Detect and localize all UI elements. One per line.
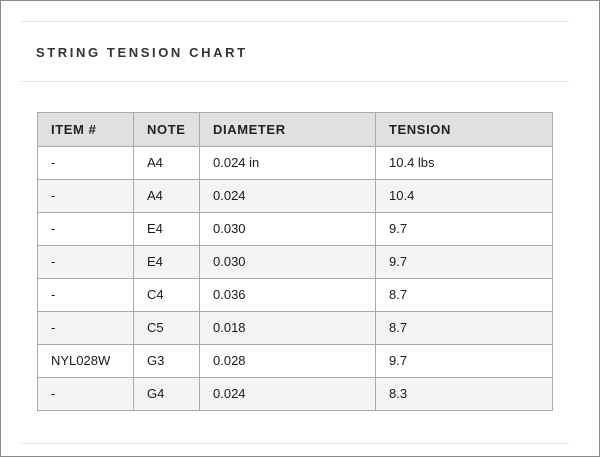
cell-note: A4 [134, 147, 200, 180]
header-note: NOTE [134, 113, 200, 147]
cell-diameter: 0.024 in [200, 147, 376, 180]
cell-item-number: - [38, 213, 134, 246]
bottom-divider [21, 443, 569, 444]
string-tension-table [37, 112, 553, 411]
top-divider [21, 21, 569, 22]
table-row [38, 312, 553, 345]
table-row [38, 180, 553, 213]
cell-diameter: 0.030 [200, 213, 376, 246]
cell-tension: 10.4 [376, 180, 553, 213]
cell-tension: 8.7 [376, 279, 553, 312]
cell-diameter: 0.024 [200, 180, 376, 213]
table-row [38, 378, 553, 411]
table-header-row [38, 113, 553, 147]
cell-item-number: - [38, 180, 134, 213]
cell-tension: 9.7 [376, 213, 553, 246]
cell-note: E4 [134, 213, 200, 246]
cell-note: E4 [134, 246, 200, 279]
header-item-number: ITEM # [38, 113, 134, 147]
title-divider [21, 81, 569, 82]
table-row [38, 279, 553, 312]
cell-diameter: 0.018 [200, 312, 376, 345]
cell-item-number: - [38, 279, 134, 312]
cell-note: G4 [134, 378, 200, 411]
cell-tension: 8.3 [376, 378, 553, 411]
cell-item-number: - [38, 378, 134, 411]
cell-tension: 8.7 [376, 312, 553, 345]
cell-note: C4 [134, 279, 200, 312]
cell-tension: 9.7 [376, 345, 553, 378]
cell-item-number: - [38, 246, 134, 279]
cell-diameter: 0.036 [200, 279, 376, 312]
header-diameter: DIAMETER [200, 113, 376, 147]
cell-note: A4 [134, 180, 200, 213]
cell-item-number: NYL028W [38, 345, 134, 378]
cell-diameter: 0.024 [200, 378, 376, 411]
table-row [38, 147, 553, 180]
cell-tension: 10.4 lbs [376, 147, 553, 180]
cell-tension: 9.7 [376, 246, 553, 279]
cell-diameter: 0.028 [200, 345, 376, 378]
cell-note: G3 [134, 345, 200, 378]
chart-title: STRING TENSION CHART [36, 45, 248, 60]
cell-diameter: 0.030 [200, 246, 376, 279]
table-row [38, 246, 553, 279]
cell-item-number: - [38, 312, 134, 345]
header-tension: TENSION [376, 113, 553, 147]
table-row [38, 213, 553, 246]
cell-note: C5 [134, 312, 200, 345]
table-row [38, 345, 553, 378]
cell-item-number: - [38, 147, 134, 180]
